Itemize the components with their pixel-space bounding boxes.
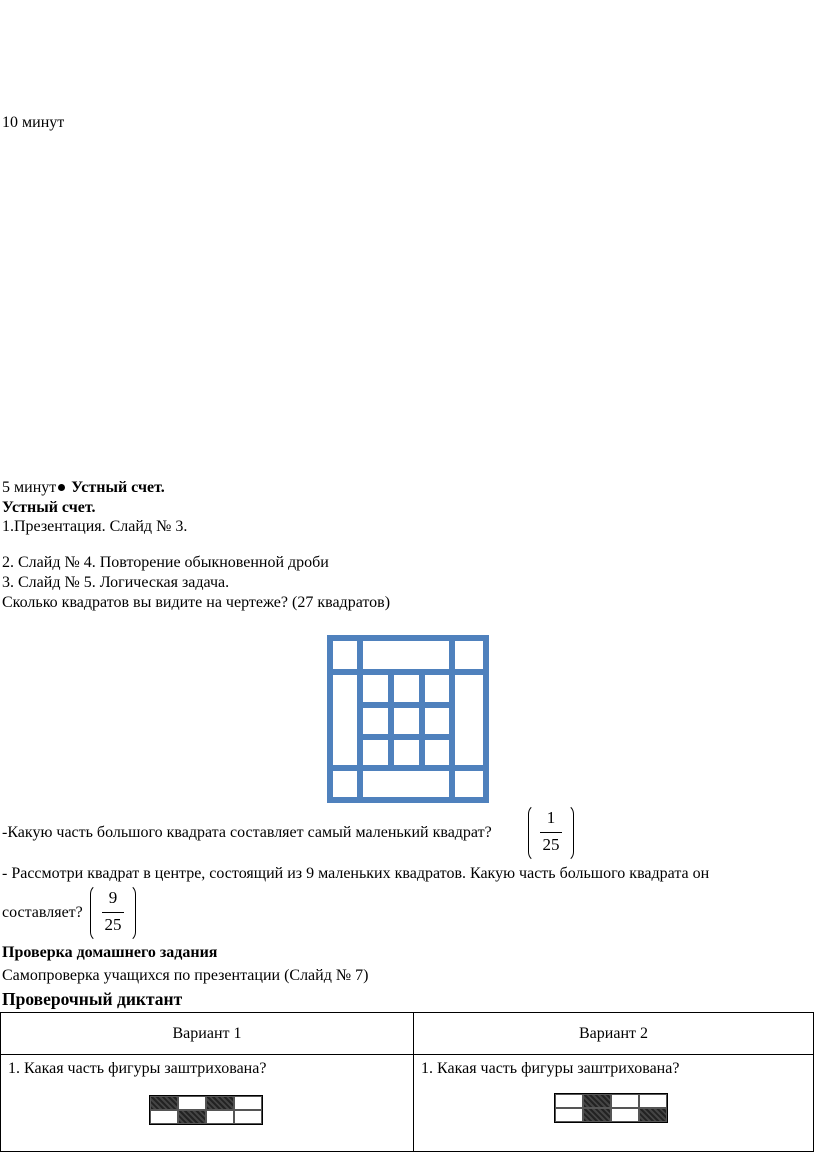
empty-cell bbox=[611, 1094, 639, 1108]
oral-heading-inline: Устный счет. bbox=[71, 479, 165, 496]
variant-1-cell bbox=[1, 1055, 414, 1152]
table-header-row bbox=[1, 1013, 814, 1055]
oral-question: Сколько квадратов вы видите на чертеже? (27 квадратов) bbox=[2, 594, 391, 611]
empty-cell bbox=[234, 1110, 262, 1124]
empty-cell bbox=[555, 1108, 583, 1122]
timing-10-minutes: 10 минут bbox=[2, 114, 65, 131]
question-2-line-2: составляет? bbox=[2, 904, 83, 921]
oral-item-2: 2. Слайд № 4. Повторение обыкновенной дроби bbox=[2, 554, 329, 571]
dictation-heading: Проверочный диктант bbox=[2, 989, 183, 1009]
fraction-bar bbox=[540, 832, 562, 833]
variant-2-shaded-figure bbox=[554, 1093, 668, 1123]
question-2-line-1: - Рассмотри квадрат в центре, состоящий из 9 маленьких квадратов. Какую часть большого квадрата он bbox=[2, 865, 710, 882]
empty-cell bbox=[555, 1094, 583, 1108]
fraction-denominator: 25 bbox=[104, 915, 122, 934]
paren-right bbox=[125, 884, 136, 942]
fraction-numerator: 1 bbox=[546, 808, 556, 827]
empty-cell bbox=[639, 1094, 667, 1108]
fraction-bar bbox=[102, 912, 124, 913]
homework-heading: Проверка домашнего задания bbox=[2, 944, 218, 961]
oral-heading: Устный счет. bbox=[2, 499, 96, 516]
variant-2-header: Вариант 2 bbox=[414, 1013, 814, 1055]
variant-2-question: 1. Какая часть фигуры заштрихована? bbox=[421, 1060, 680, 1077]
figure-row bbox=[150, 1096, 262, 1110]
oral-item-3: 3. Слайд № 5. Логическая задача. bbox=[2, 574, 230, 591]
figure-row bbox=[555, 1094, 667, 1108]
shaded-cell bbox=[583, 1108, 611, 1122]
shaded-cell bbox=[639, 1108, 667, 1122]
figure-row bbox=[150, 1110, 262, 1124]
homework-text: Самопроверка учащихся по презентации (Слайд № 7) bbox=[2, 967, 369, 984]
fraction-numerator: 9 bbox=[108, 888, 118, 907]
fraction-9-25 bbox=[90, 884, 136, 940]
shaded-cell bbox=[583, 1094, 611, 1108]
squares-grid-figure bbox=[322, 632, 492, 806]
timing-5-minutes-row bbox=[2, 478, 165, 498]
dictation-table bbox=[0, 1012, 814, 1152]
variant-1-question: 1. Какая часть фигуры заштрихована? bbox=[8, 1060, 267, 1077]
shaded-cell bbox=[206, 1096, 234, 1110]
table-row bbox=[1, 1055, 814, 1152]
empty-cell bbox=[611, 1108, 639, 1122]
figure-row bbox=[555, 1108, 667, 1122]
variant-1-shaded-figure bbox=[149, 1095, 263, 1125]
fraction-1-25 bbox=[528, 804, 574, 860]
empty-cell bbox=[234, 1096, 262, 1110]
fraction-denominator: 25 bbox=[542, 835, 560, 854]
shaded-cell bbox=[178, 1110, 206, 1124]
empty-cell bbox=[206, 1110, 234, 1124]
bullet-icon bbox=[58, 484, 65, 491]
empty-cell bbox=[178, 1096, 206, 1110]
shaded-cell bbox=[150, 1096, 178, 1110]
question-1: -Какую часть большого квадрата составляет самый маленький квадрат? bbox=[2, 824, 492, 841]
oral-item-1: 1.Презентация. Слайд № 3. bbox=[2, 518, 188, 535]
outer-square bbox=[330, 638, 486, 800]
variant-2-cell bbox=[414, 1055, 814, 1152]
timing-5-minutes: 5 минут bbox=[2, 479, 57, 496]
empty-cell bbox=[150, 1110, 178, 1124]
paren-right bbox=[563, 804, 574, 862]
variant-1-header: Вариант 1 bbox=[1, 1013, 414, 1055]
